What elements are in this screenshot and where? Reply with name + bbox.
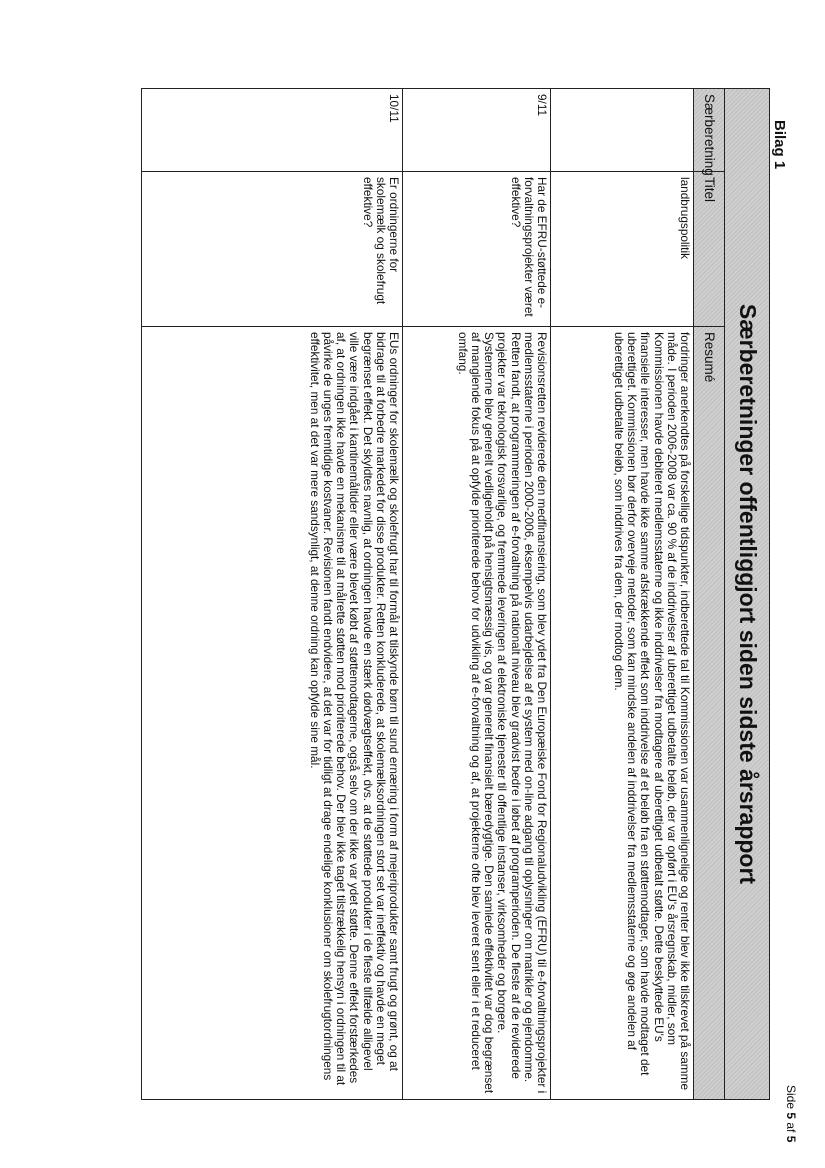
page-current: 5 <box>784 1112 798 1120</box>
table-title: Særberetninger offentliggjort siden sidste årsrapport <box>725 89 770 1100</box>
page-total: 5 <box>784 1135 798 1143</box>
table-title-row <box>725 89 770 1100</box>
row-summary: Revisionsretten reviderede den medfinansiering, som blev ydet fra Den Europæiske Fond for Regionaludvikling (EFRU) til e-forvaltningsprojekter i medlemsstaterne i perioden 2000-2006, eksempelvis udarbejdelse af et system med on-line adgang til oplysninger om matrikler og ejendomme. Retten fandt, at programmeringen af e-forvaltning på nationalt niveau blev gradvist bedre i løbet af programperioden. De fleste af de reviderede projekter var teknologisk forsvarlige, og fremmede leveringen af elektroniske tjenester til offentlige instanser, virksomheder og borgere. Systemerne blev generelt vedligeholdt på hensigtsmæssig vis, og var generelt finansielt bæredygtige. Den samlede effektivitet var dog begrænset af manglende fokus på at opfylde prioriterede behov for udvikling af e-forvaltning og af, at projekterne ofte blev leveret sent eller i et reduceret omfang. <box>403 327 551 1100</box>
row-number <box>551 89 694 172</box>
row-title: Er ordningerne for skolemælk og skolefrugt effektive? <box>142 172 403 327</box>
row-title: landbrugspolitik <box>551 172 694 327</box>
row-number: 10/11 <box>142 89 403 172</box>
row-number: 9/11 <box>403 89 551 172</box>
header-title: Titel <box>694 172 725 327</box>
row-summary: fordringer anerkendtes på forskellige tidspunkter, indberettede tal til Kommissionen var usammenlignelige og renter blev ikke tilskrevet på samme måde. I perioden 2006-2008 var ca. 90 % af de inddrivelser af uberettiget udbetalte beløb, der var opført i EU's årsregnskab, midler, som Kommissionen havde debiteret medlemsstaterne og ikke inddrivelser fra modtagere af uberettiget udbetalt støtte. Dette beskyttede EU's finansielle interesser, men havde ikke samme afskrækkende effekt som inddrivelse af et beløb fra en støttemodtager, som havde modtaget det uberettiget. Kommissionen bør derfor overveje metoder, som kan mindske andelen af inddrivelser fra medlemsstaterne og øge andelen af uberettiget udbetalte beløb, som inddrives fra dem, der modtog dem. <box>551 327 694 1100</box>
rotated-page-content <box>110 88 770 1100</box>
header-report: Særberetning <box>694 89 725 172</box>
table-header-row <box>694 89 725 1100</box>
page-middle: af <box>784 1119 798 1136</box>
header-summary: Resumé <box>694 327 725 1100</box>
annex-label: Bilag 1 <box>771 120 788 170</box>
row-title: Har de EFRU-støttede e-forvaltningsprojekter været effektive? <box>403 172 551 327</box>
table-row <box>142 89 403 1100</box>
table-row <box>551 89 694 1100</box>
table-row <box>403 89 551 1100</box>
page-number <box>784 1085 798 1142</box>
special-reports-table <box>141 88 770 1100</box>
page-prefix: Side <box>784 1085 798 1113</box>
row-summary: EUs ordninger for skolemælk og skolefrugt har til formål at tilskynde børn til sund ernæring i form af mejeriprodukter samt frugt og grønt, og at bidrage til at forbedre markedet for disse produkter. Retten konkluderede, at skolemælksordningen stort set var ineffektiv og havde en meget begrænset effekt. Det skyldtes navnlig, at ordningen havde en stærk dødvægtseffekt, dvs. at de støttede produkter i de fleste tilfælde alligevel ville være indgået i kantinemåltider eller være blevet købt af støttemodtagerne, også selv om der ikke var ydet støtte. Denne effekt forstærkedes af, at ordningen ikke havde en mekanisme til at målrette støtten mod prioriterede behov. Der blev ikke taget tilstrækkelig hensyn i ordningen til at påvirke de unges fremtidige kostvaner. Revisionen fandt endvidere, at det var for tidligt at drage endelige konklusioner om skolefrugtordningens effektivitet, men at det var mere sandsynligt, at denne ordning kan opfylde sine mål. <box>142 327 403 1100</box>
